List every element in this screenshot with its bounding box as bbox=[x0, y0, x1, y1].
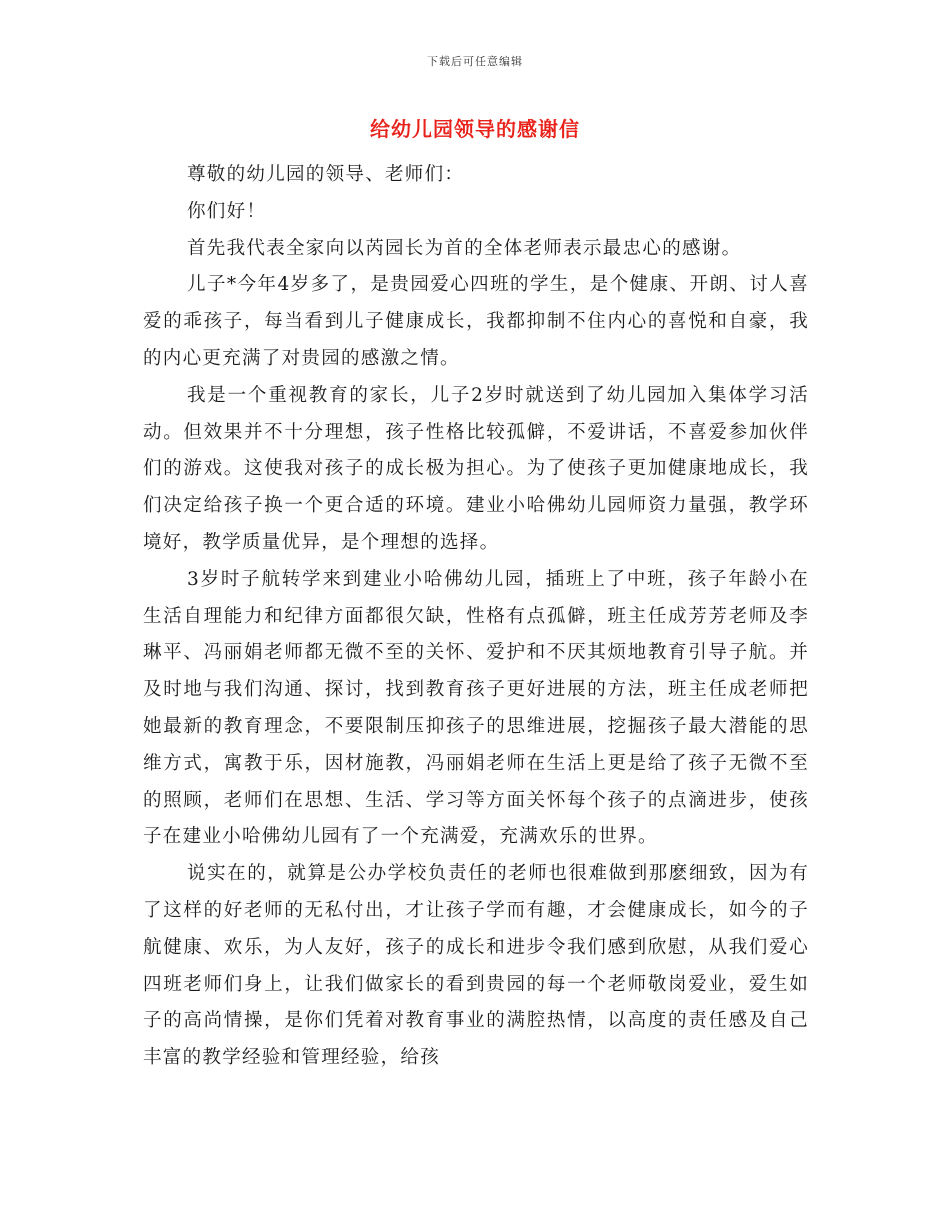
paragraph-transfer: 3岁时子航转学来到建业小哈佛幼儿园，插班上了中班，孩子年龄小在生活自理能力和纪律方面都很欠缺，性格有点孤僻，班主任成芳芳老师及李琳平、冯丽娟老师都无微不至的关怀、爱护和不厌其烦地教育引导子航。并及时地与我们沟通、探讨，找到教育孩子更好进展的方法，班主任成老师把她最新的教育理念，不要限制压抑孩子的思维进展，挖掘孩子最大潜能的思维方式，寓教于乐，因材施教，冯丽娟老师在生活上更是给了孩子无微不至的照顾，老师们在思想、生活、学习等方面关怀每个孩子的点滴进步，使孩子在建业小哈佛幼儿园有了一个充满爱，充满欢乐的世界。 bbox=[143, 568, 809, 848]
paragraph-thanks: 首先我代表全家向以芮园长为首的全体老师表示最忠心的感谢。 bbox=[187, 237, 742, 259]
letter-title: 给幼儿园领导的感谢信 bbox=[370, 117, 580, 141]
paragraph-appreciation: 说实在的，就算是公办学校负责任的老师也很难做到那麽细致，因为有了这样的好老师的无私付出，才让孩子学而有趣，才会健康成长，如今的子航健康、欢乐，为人友好，孩子的成长和进步令我们感到欣慰，从我们爱心四班老师们身上，让我们做家长的看到贵园的每一个老师敬岗爱业，爱生如子的高尚情操，是你们凭着对教育事业的满腔热情，以高度的责任感及自己丰富的教学经验和管理经验，给孩 bbox=[143, 863, 809, 1069]
salutation: 尊敬的幼儿园的领导、老师们： bbox=[187, 164, 465, 185]
paragraph-background: 我是一个重视教育的家长，儿子2岁时就送到了幼儿园加入集体学习活动。但效果并不十分理想，孩子性格比较孤僻，不爱讲话，不喜爱参加伙伴们的游戏。这使我对孩子的成长极为担心。为了使孩子更加健康地成长，我们决定给孩子换一个更合适的环境。建业小哈佛幼儿园师资力量强，教学环境好，教学质量优异，是个理想的选择。 bbox=[143, 384, 809, 553]
header-note: 下载后可任意编辑 bbox=[427, 55, 523, 68]
paragraph-son: 儿子*今年4岁多了，是贵园爱心四班的学生，是个健康、开朗、讨人喜爱的乖孩子，每当看到儿子健康成长，我都抑制不住内心的喜悦和自豪，我的内心更充满了对贵园的感激之情。 bbox=[143, 274, 809, 369]
greeting: 你们好！ bbox=[187, 200, 267, 222]
letter-body bbox=[143, 157, 809, 1077]
